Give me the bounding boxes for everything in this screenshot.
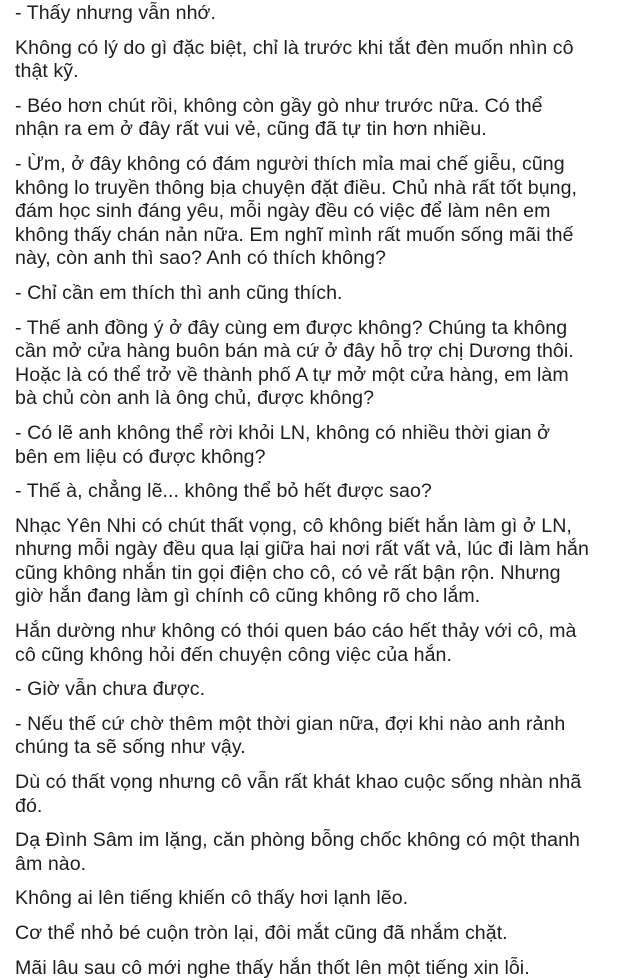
paragraph: - Thế à, chẳng lẽ... không thể bỏ hết được sao? [15,480,432,503]
paragraph: - Chỉ cần em thích thì anh cũng thích. [15,281,343,304]
paragraph: - Thấy nhưng vẫn nhớ. [15,2,216,24]
paragraph: - Giờ vẫn chưa được. [15,678,206,701]
paragraph: Cơ thể nhỏ bé cuộn tròn lại, đôi mắt cũng đã nhắm chặt. [15,922,508,944]
paragraph: - Ừm, ở đây không có đám người thích mỉa mai chế giễu, cũng không lo truyền thông bịa chuyện đặt điều. Chủ nhà rất tốt bụng, đám học sinh đáng yêu, mỗi ngày đều có việc để làm nên em không thấy chán nản nữa. Em nghĩ mình rất muốn sống mãi thế này, còn anh thì sao? Anh có thích không? [15,152,578,270]
paragraph: - Thế anh đồng ý ở đây cùng em được không? Chúng ta không cần mở cửa hàng buôn bán mà cứ ở đây hỗ trợ chị Dương thôi. Hoặc là có thể trở về thành phố A tự mở một cửa hàng, em làm bà chủ còn anh là ông chủ, được không? [15,316,574,410]
paragraph: Mãi lâu sau cô mới nghe thấy hắn thốt lên một tiếng xin lỗi. [15,956,530,979]
paragraph: Không có lý do gì đặc biệt, chỉ là trước khi tắt đèn muốn nhìn cô thật kỹ. [15,36,574,83]
paragraph: - Béo hơn chút rồi, không còn gầy gò như trước nữa. Có thể nhận ra em ở đây rất vui vẻ, cũng đã tự tin hơn nhiều. [15,94,543,141]
paragraph: Dạ Đình Sâm im lặng, căn phòng bỗng chốc không có một thanh âm nào. [15,829,580,875]
paragraph: Không ai lên tiếng khiến cô thấy hơi lạnh lẽo. [15,887,409,910]
paragraph: Hắn dường như không có thói quen báo cáo hết thảy với cô, mà cô cũng không hỏi đến chuyện công việc của hắn. [15,620,577,666]
paragraph: - Có lẽ anh không thể rời khỏi LN, không có nhiều thời gian ở bên em liệu có được không? [15,421,551,468]
paragraph: Nhạc Yên Nhi có chút thất vọng, cô không biết hắn làm gì ở LN, nhưng mỗi ngày đều qua lại giữa hai nơi rất vất vả, lúc đi làm hắn cũng không nhắn tin gọi điện cho cô, có vẻ rất bận rộn. Nhưng giờ hắn đang làm gì chính cô cũng không rõ cho lắm. [15,514,589,608]
paragraph: - Nếu thế cứ chờ thêm một thời gian nữa, đợi khi nào anh rảnh chúng ta sẽ sống như vậy. [15,712,566,759]
paragraph: Dù có thất vọng nhưng cô vẫn rất khát khao cuộc sống nhàn nhã đó. [15,771,582,817]
